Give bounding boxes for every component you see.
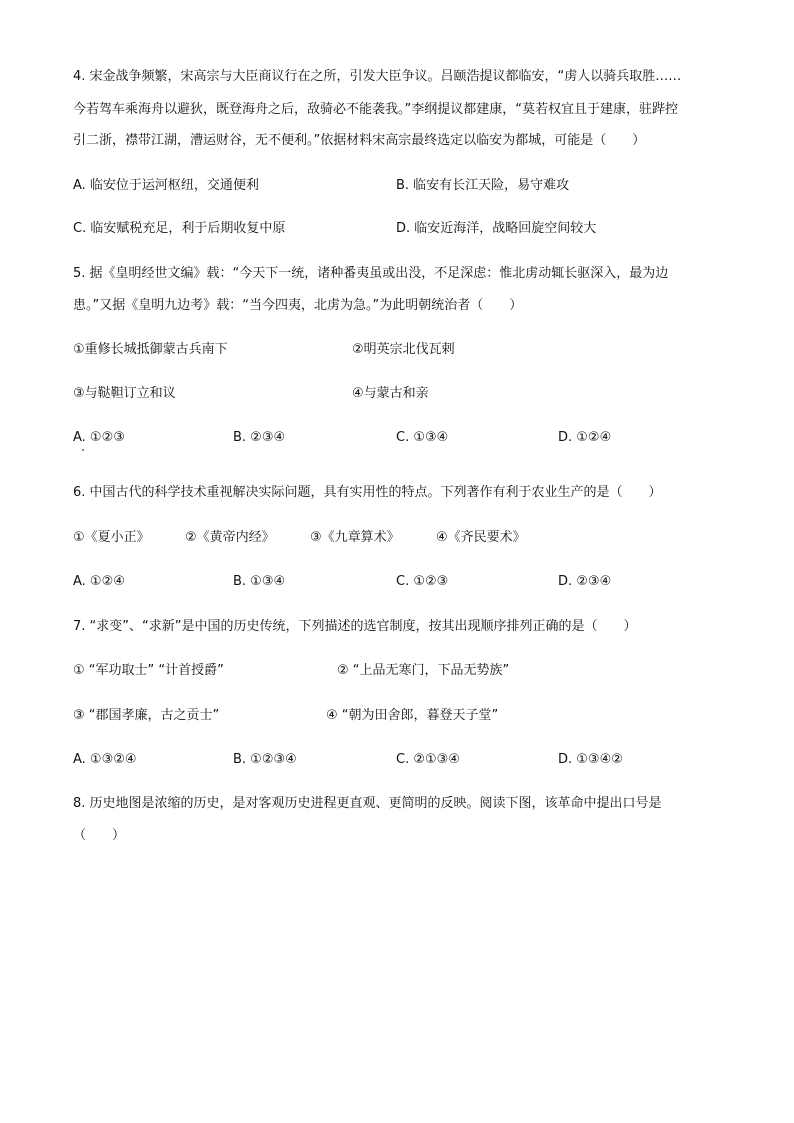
q6-option-c[interactable]: C. ①②③ xyxy=(396,574,449,589)
q7-option-d[interactable]: D. ①③④② xyxy=(558,752,623,767)
q8-stem-line-1: 8. 历史地图是浓缩的历史，是对客观历史进程更直观、更简明的反映。阅读下图，该革命中提出口号是 xyxy=(73,796,662,811)
q7-item-3: ③ “郡国孝廉，古之贡士” xyxy=(73,708,220,723)
q7-item-2: ② “上品无寒门，下品无势族” xyxy=(337,663,510,678)
q7-item-4: ④ “朝为田舍郎，暮登天子堂” xyxy=(326,708,499,723)
q6-item-3: ③《九章算术》 xyxy=(310,530,400,545)
q5-item-1: ①重修长城抵御蒙古兵南下 xyxy=(73,342,228,357)
q5-item-4: ④与蒙古和亲 xyxy=(352,386,429,401)
q7-stem: 7. “求变”、“求新”是中国的历史传统，下列描述的选官制度，按其出现顺序排列正确的是（ ） xyxy=(73,619,637,634)
q4-stem-line-3: 引二浙，襟带江湖，漕运财谷，无不便利。”依据材料宋高宗最终选定以临安为都城，可能是（ ） xyxy=(73,133,646,148)
scan-speck xyxy=(82,449,84,451)
q7-option-b[interactable]: B. ①②③④ xyxy=(233,752,297,767)
q4-option-c[interactable]: C. 临安赋税充足，利于后期收复中原 xyxy=(73,221,286,236)
q5-option-d[interactable]: D. ①②④ xyxy=(558,430,612,445)
q6-option-b[interactable]: B. ①③④ xyxy=(233,574,286,589)
q5-item-2: ②明英宗北伐瓦剌 xyxy=(352,342,455,357)
q5-stem-line-1: 5. 据《皇明经世文编》载：“今天下一统，诸种番夷虽或出没，不足深虑：惟北虏动辄长驱深入，最为边 xyxy=(73,266,669,281)
q6-item-2: ②《黄帝内经》 xyxy=(185,530,275,545)
q7-option-a[interactable]: A. ①③②④ xyxy=(73,752,137,767)
q6-option-d[interactable]: D. ②③④ xyxy=(558,574,612,589)
q7-item-1: ① “军功取士” “计首授爵” xyxy=(73,663,224,678)
q6-item-4: ④《齐民要术》 xyxy=(436,530,526,545)
q5-stem-line-2: 患。”又据《皇明九边考》载：“当今四夷，北虏为急。”为此明朝统治者（ ） xyxy=(73,298,523,313)
q5-item-3: ③与鞑靼订立和议 xyxy=(73,386,176,401)
q5-option-a[interactable]: A. ①②③ xyxy=(73,430,125,445)
q6-item-1: ①《夏小正》 xyxy=(73,530,150,545)
q4-option-a[interactable]: A. 临安位于运河枢纽，交通便利 xyxy=(73,178,259,193)
q7-option-c[interactable]: C. ②①③④ xyxy=(396,752,460,767)
q8-stem-line-2: （ ） xyxy=(73,828,126,843)
q4-stem-line-2: 今若驾车乘海舟以避狄，既登海舟之后，敌骑必不能袭我。”李纲提议都建康，“莫若权宜且于建康，驻跸控 xyxy=(73,102,678,117)
q5-option-b[interactable]: B. ②③④ xyxy=(233,430,286,445)
q6-stem: 6. 中国古代的科学技术重视解决实际问题，具有实用性的特点。下列著作有利于农业生产的是（ ） xyxy=(73,485,662,500)
q4-option-d[interactable]: D. 临安近海洋，战略回旋空间较大 xyxy=(396,221,597,236)
q6-option-a[interactable]: A. ①②④ xyxy=(73,574,125,589)
q5-option-c[interactable]: C. ①③④ xyxy=(396,430,449,445)
q4-stem-line-1: 4. 宋金战争频繁，宋高宗与大臣商议行在之所，引发大臣争议。吕颐浩提议都临安，“虏人以骑兵取胜…… xyxy=(73,69,682,84)
q4-option-b[interactable]: B. 临安有长江天险，易守难攻 xyxy=(396,178,570,193)
